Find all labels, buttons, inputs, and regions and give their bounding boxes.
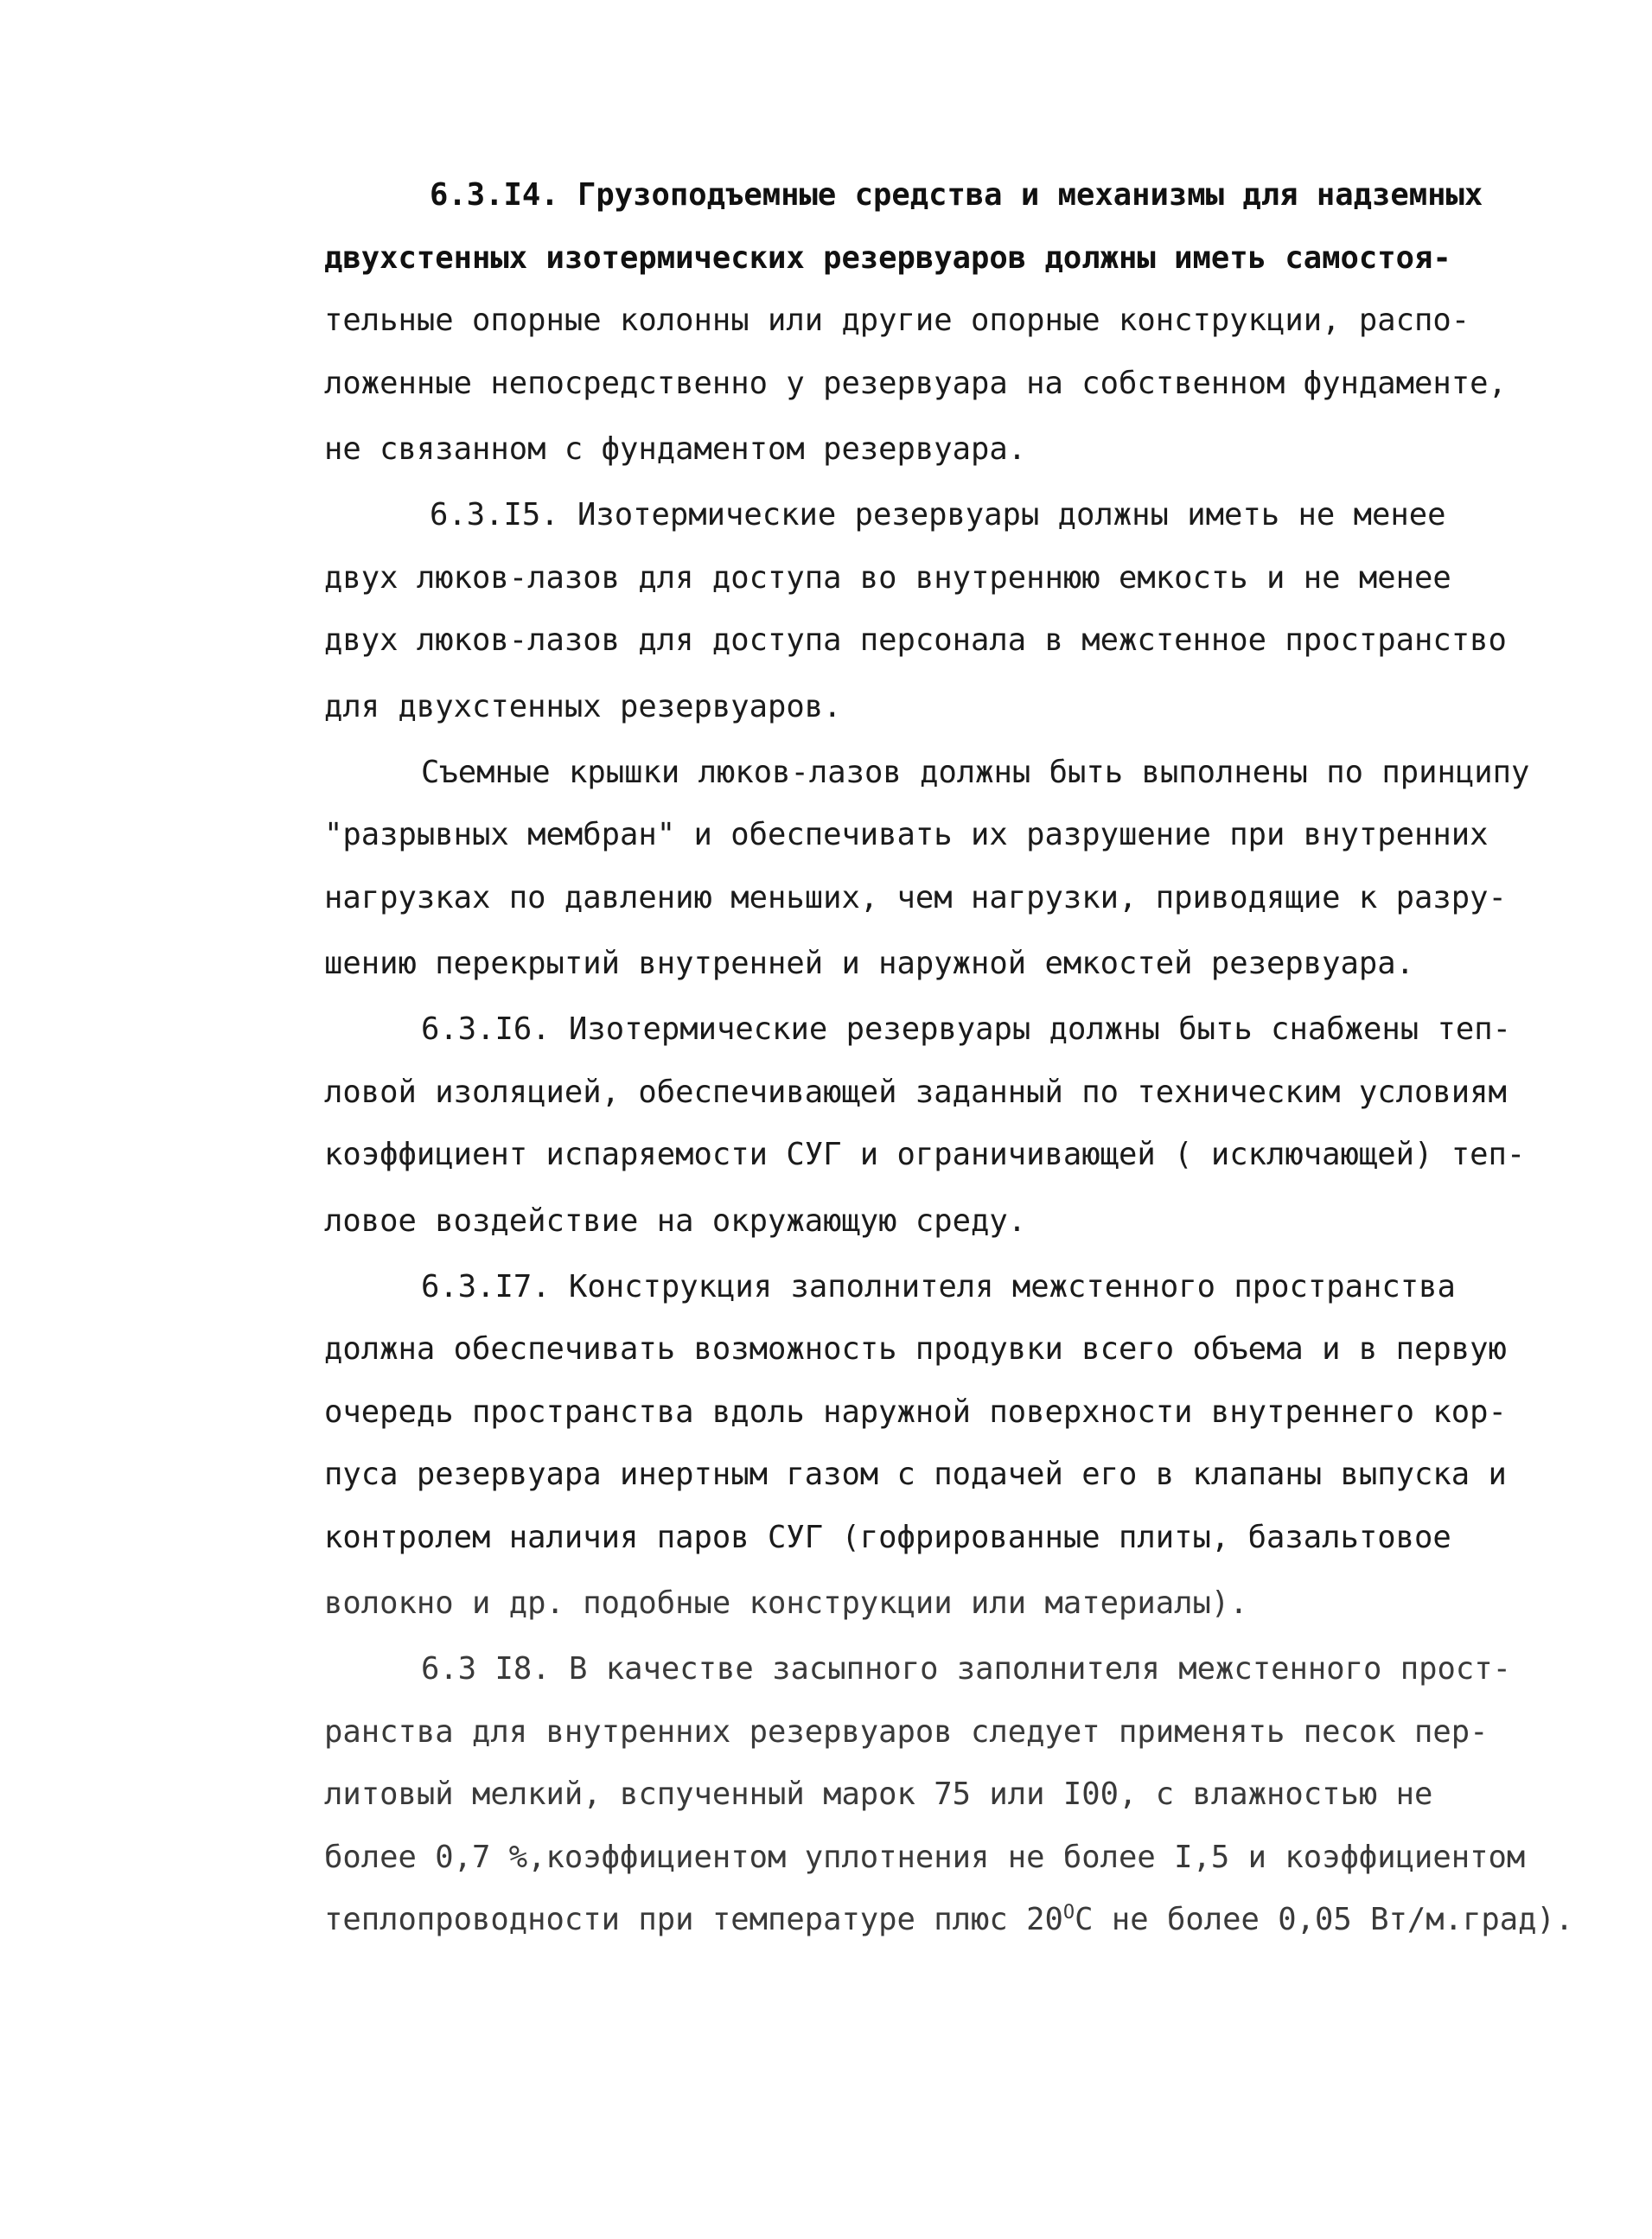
text-line: тельные опорные колонны или другие опорные конструкции, распо- xyxy=(324,303,1470,338)
text-segment: C не более 0,05 Вт/м.град). xyxy=(1075,1902,1574,1937)
text-line: "разрывных мембран" и обеспечивать их разрушение при внутренних xyxy=(324,817,1489,852)
paragraph-6-3-18 xyxy=(324,1638,1604,1952)
text-line: контролем наличия паров СУГ (гофрированные плиты, базальтовое xyxy=(324,1519,1451,1555)
text-line: двух люков-лазов для доступа персонала в межстенное пространство xyxy=(324,622,1507,658)
document-text xyxy=(324,164,1604,1952)
text-line: двух люков-лазов для доступа во внутреннюю емкость и не менее xyxy=(324,559,1451,596)
text-line-with-superscript xyxy=(324,1889,1604,1952)
text-line: должна обеспечивать возможность продувки всего объема и в первую xyxy=(324,1331,1507,1367)
text-line: более 0,7 %,коэффициентом уплотнения не более I,5 и коэффициентом xyxy=(324,1839,1526,1875)
degree-superscript: O xyxy=(1062,1902,1075,1924)
text-line: очередь пространства вдоль наружной поверхности внутреннего кор- xyxy=(324,1394,1507,1430)
text-line: Съемные крышки люков-лазов должны быть выполнены по принципу xyxy=(421,754,1530,790)
text-line: литовый мелкий, вспученный марок 75 или I00, с влажностью не xyxy=(324,1777,1433,1812)
paragraph-6-3-15-continuation xyxy=(324,742,1604,999)
text-line: 6.3.I4. Грузоподъемные средства и механизмы для надземных xyxy=(430,177,1483,213)
text-segment: теплопроводности при температуре плюс 20 xyxy=(324,1902,1063,1937)
text-line: нагрузках по давлению меньших, чем нагрузки, приводящие к разру- xyxy=(324,879,1507,915)
text-line: ловой изоляцией, обеспечивающей заданный по техническим условиям xyxy=(324,1074,1507,1110)
text-line: 6.3 I8. В качестве засыпного заполнителя межстенного прост- xyxy=(421,1651,1511,1687)
paragraph-6-3-16 xyxy=(324,998,1604,1256)
text-line: коэффициент испаряемости СУГ и ограничивающей ( исключающей) теп- xyxy=(324,1137,1526,1172)
text-line: 6.3.I6. Изотермические резервуары должны быть снабжены теп- xyxy=(421,1011,1511,1047)
text-line: ложенные непосредственно у резервуара на собственном фундаменте, xyxy=(324,365,1507,401)
text-line: для двухстенных резервуаров. xyxy=(324,688,842,724)
text-line: шению перекрытий внутренней и наружной емкостей резервуара. xyxy=(324,946,1414,981)
text-line: 6.3.I7. Конструкция заполнителя межстенного пространства xyxy=(421,1268,1456,1304)
text-line: волокно и др. подобные конструкции или материалы). xyxy=(324,1585,1248,1621)
paragraph-6-3-15 xyxy=(324,484,1604,742)
paragraph-6-3-17 xyxy=(324,1256,1604,1639)
paragraph-6-3-14 xyxy=(324,164,1604,484)
text-line: пуса резервуара инертным газом с подачей его в клапаны выпуска и xyxy=(324,1457,1507,1492)
text-line: ловое воздействие на окружающую среду. xyxy=(324,1202,1027,1239)
text-line: двухстенных изотермических резервуаров должны иметь самостоя- xyxy=(324,239,1451,276)
text-line: не связанном с фундаментом резервуара. xyxy=(324,431,1027,467)
text-line: ранства для внутренних резервуаров следует применять песок пер- xyxy=(324,1713,1489,1750)
text-line: 6.3.I5. Изотермические резервуары должны иметь не менее xyxy=(430,497,1446,533)
